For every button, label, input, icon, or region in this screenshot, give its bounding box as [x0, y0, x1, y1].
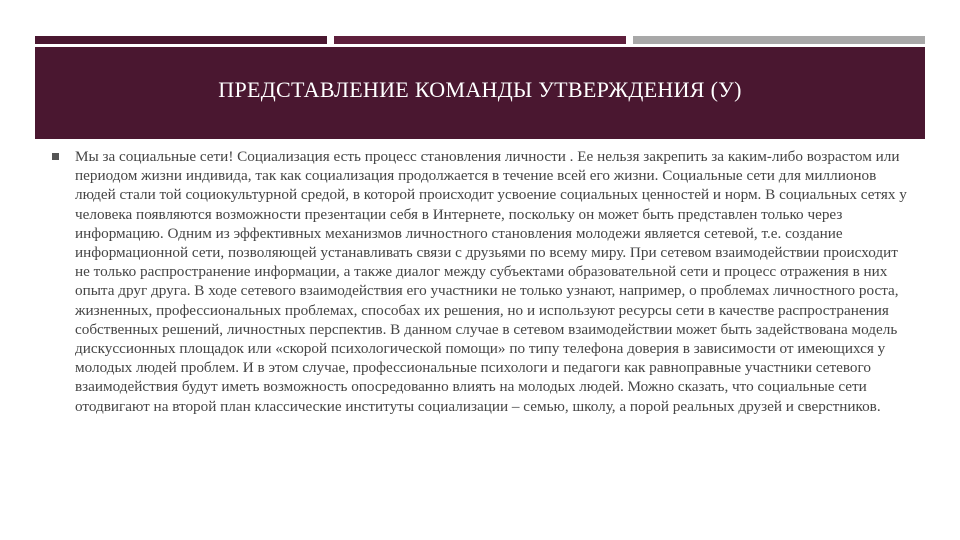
bullet-item: [52, 147, 907, 416]
bullet-text: Мы за социальные сети! Социализация есть процесс становления личности . Ее нельзя закрепить за каким-либо возрастом или периодом жизни индивида, так как социализация продолжается в течение всей его жизни. Социальные сети для миллионов людей стали той социокультурной средой, в которой происходит усвоение социальных ценностей и норм. В социальных сетях у человека появляются возможности презентации себя в Интернете, поскольку он может быть представлен только через информацию. Одним из эффективных механизмов личностного становления молодежи является сетевой, т.е. создание информационной сети, позволяющей устанавливать связи с друзьями по всему миру. При сетевом взаимодействии происходит не только распространение информации, а также диалог между субъектами образовательной сети и процесс отражения в них опыта друг друга. В ходе сетевого взаимодействия его участники не только узнают, например, о проблемах личностного роста, жизненных, профессиональных проблемах, способах их решения, но и используют ресурсы сети в качестве распространения собственных решений, личностных перспектив. В данном случае в сетевом взаимодействии может быть задействована модель дискуссионных площадок или «скорой психологической помощи» по типу телефона доверия в зависимости от имеющихся у молодых людей проблем. И в этом случае, профессиональные психологи и педагоги как равноправные участники сетевого взаимодействия будут иметь возможность опосредованно влиять на молодых людей. Можно сказать, что социальные сети отодвигают на второй план классические институты социализации – семью, школу, а порой реальных друзей и сверстников.: [75, 148, 907, 415]
slide-title: ПРЕДСТАВЛЕНИЕ КОМАНДЫ УТВЕРЖДЕНИЯ (У): [218, 77, 742, 102]
slide-content: [52, 147, 907, 416]
square-bullet-icon: [52, 153, 59, 160]
top-accent-bar-middle: [334, 36, 626, 44]
top-accent-bar-right: [633, 36, 925, 44]
title-band: [35, 47, 925, 139]
top-accent-bar-left: [35, 36, 327, 44]
